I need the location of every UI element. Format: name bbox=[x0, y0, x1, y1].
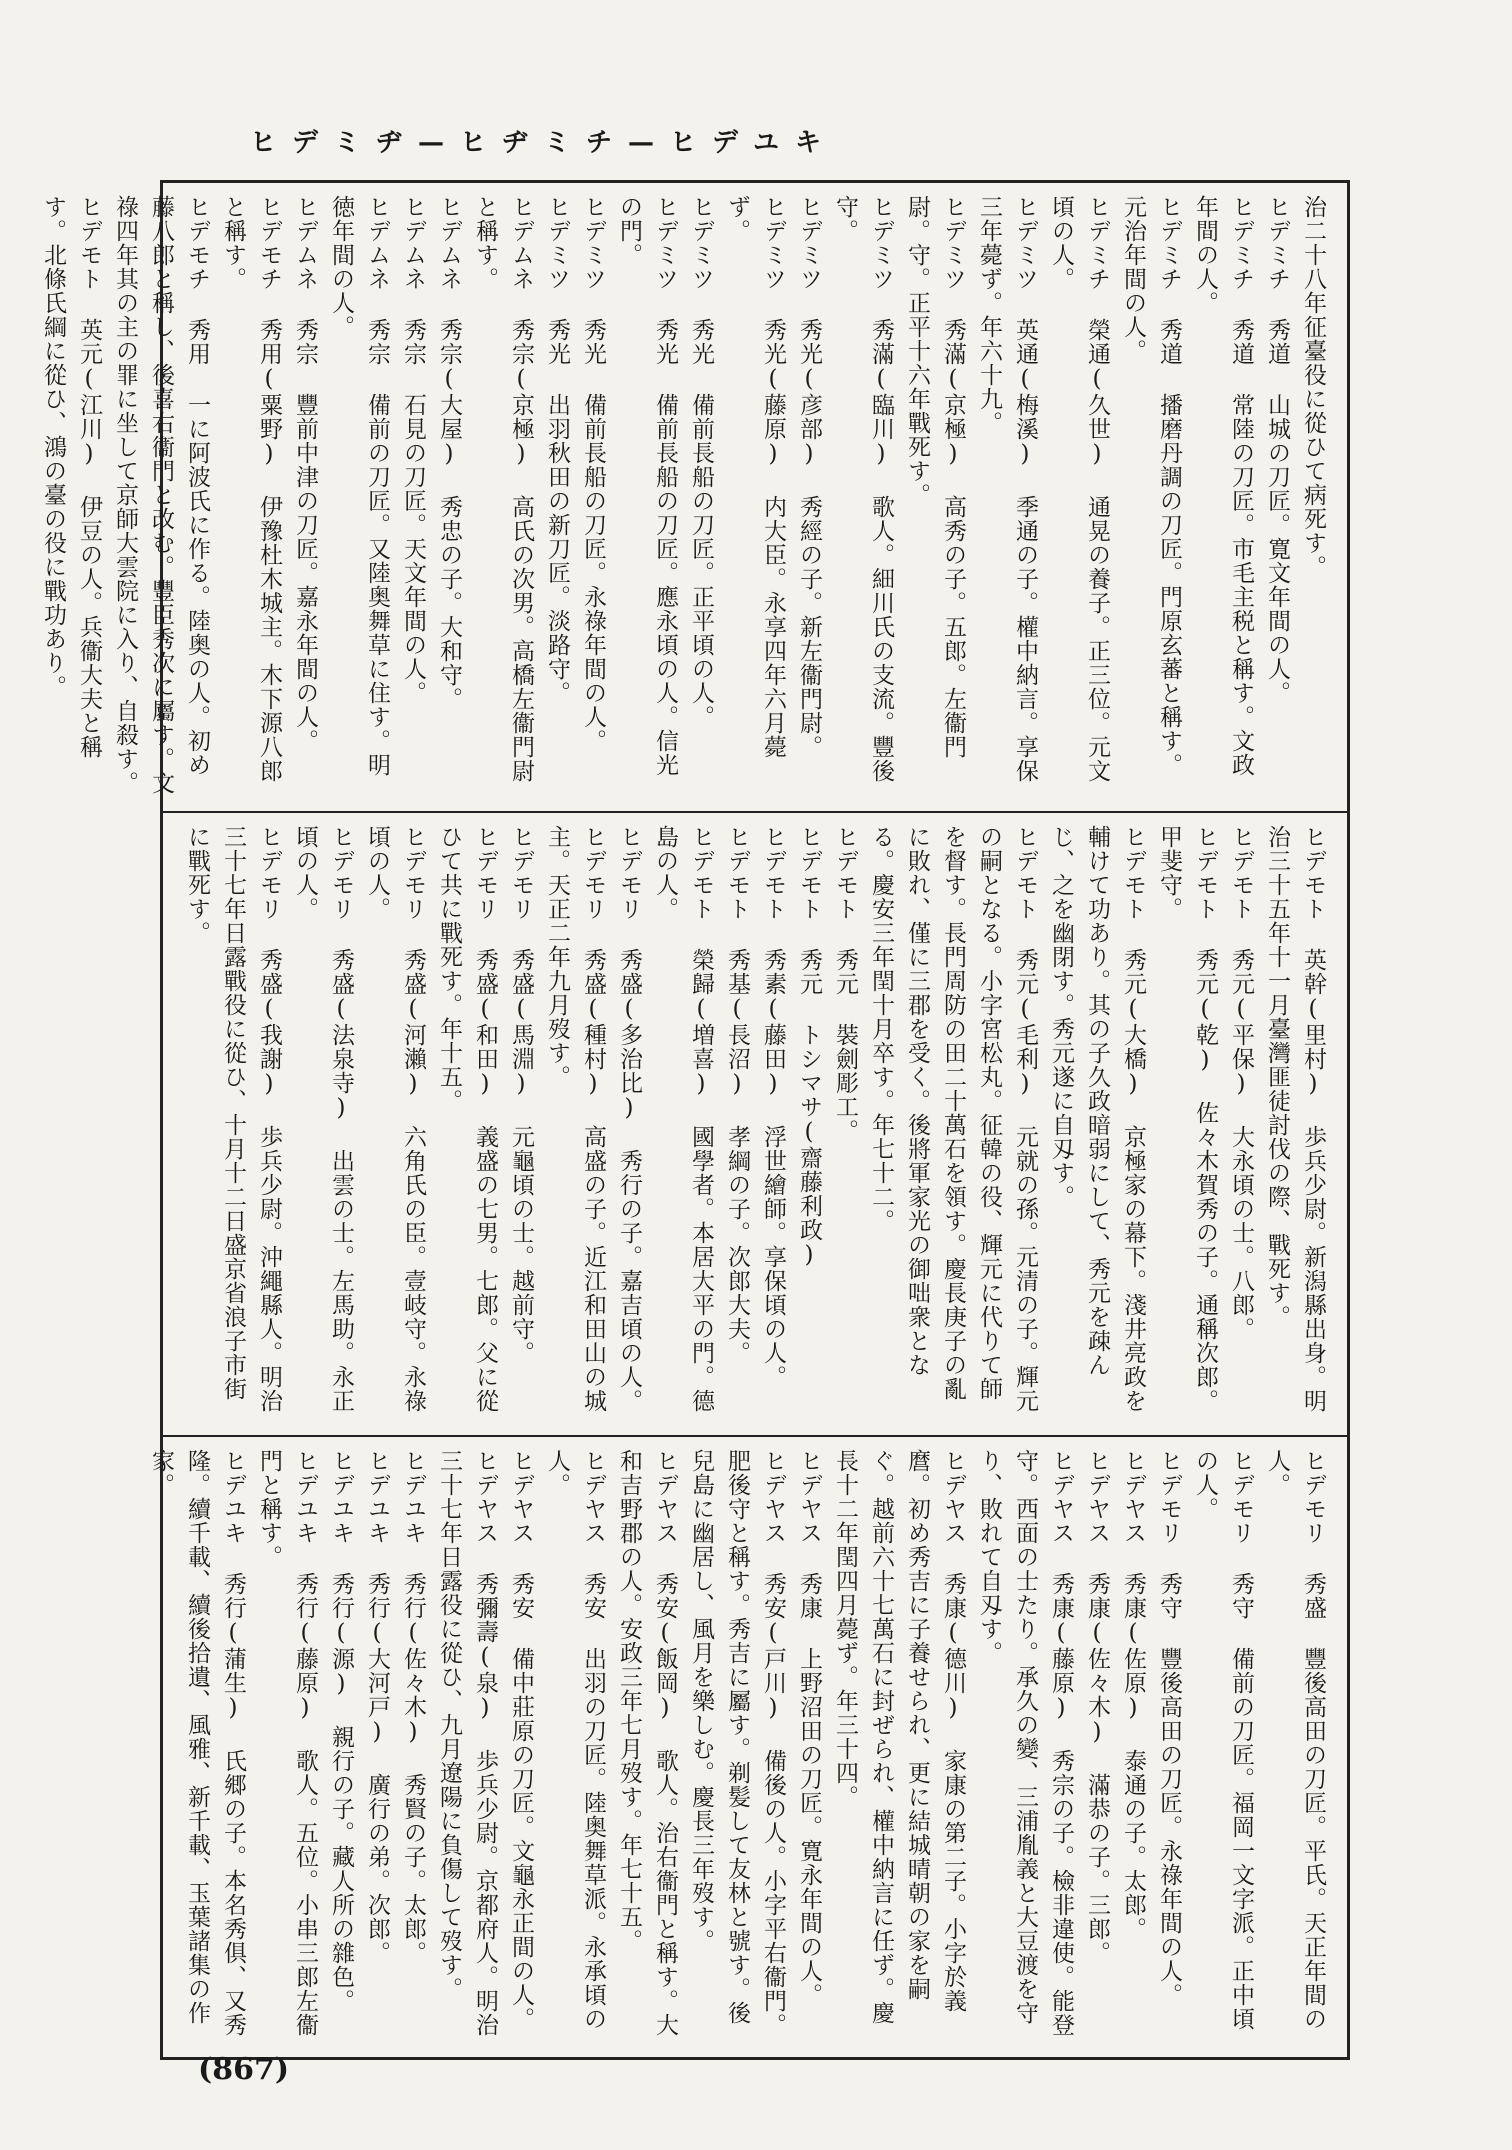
dictionary-entry: ヒデモリ 秀盛(馬淵) 元龜頃の士。越前守。 bbox=[508, 825, 534, 1365]
dictionary-entry: ヒデモト 秀元 裝劍彫工。 bbox=[832, 825, 858, 1143]
dictionary-entry: ヒデモチ 秀用 一に阿波氏に作る。陸奥の人。初め藤八郎と稱し、後喜右衞門と改む。豐臣秀次に屬す。文祿四年其の主の罪に坐して京師大雲院に入り、自殺す。 bbox=[112, 195, 210, 795]
dictionary-entry: ヒデヤス 秀彌壽(泉) 歩兵少尉。京都府人。明治三十七年日露役に從ひ、九月遼陽に負傷して歿す。 bbox=[436, 1449, 498, 2037]
dictionary-entry: ヒデヤス 秀康(佐々木) 滿恭の子。三郎。 bbox=[1084, 1449, 1110, 1965]
dictionary-entry: ヒデモト 秀素(藤田) 浮世繪師。享保頃の人。 bbox=[760, 825, 786, 1389]
dictionary-entry: ヒデミツ 秀光 備前長船の刀匠。永祿年間の人。 bbox=[580, 195, 606, 753]
dictionary-entry: ヒデモリ 秀盛(種村) 高盛の子。近江和田山の城主。天正二年九月歿す。 bbox=[544, 825, 606, 1413]
dictionary-entry: ヒデミチ 秀道 常陸の刀匠。市毛主税と稱す。文政年間の人。 bbox=[1192, 195, 1254, 777]
dictionary-entry: ヒデミチ 榮通(久世) 通晃の養子。正三位。元文頃の人。 bbox=[1048, 195, 1110, 783]
dictionary-entry: ヒデミチ 秀道 山城の刀匠。寛文年間の人。 bbox=[1264, 195, 1290, 705]
dictionary-entry: ヒデモト 秀元 トシマサ(齋藤利政) bbox=[796, 825, 822, 1269]
dictionary-entry: ヒデユキ 秀行(蒲生) 氏郷の子。本名秀俱、又秀隆。續千載、續後拾遺、風雅、新千載、玉葉諸集の作家。 bbox=[148, 1449, 246, 2037]
dictionary-entry: ヒデミツ 秀滿(臨川) 歌人。細川氏の支流。豐後守。 bbox=[832, 195, 894, 783]
dictionary-frame bbox=[40, 180, 1350, 2060]
dictionary-entry: ヒデムネ 秀宗(京極) 高氏の次男。高橋左衞門尉と稱す。 bbox=[472, 195, 534, 783]
dictionary-entry: ヒデモリ 秀盛(多治比) 秀行の子。嘉吉頃の人。 bbox=[616, 825, 642, 1413]
dictionary-entry: ヒデミツ 秀光 備前長船の刀匠。正平頃の人。 bbox=[688, 195, 714, 729]
dictionary-entry: ヒデユキ 秀行(源) 親行の子。藏人所の雜色。 bbox=[328, 1449, 354, 2013]
entry-band-middle bbox=[163, 811, 1347, 1435]
dictionary-entry: ヒデムネ 秀宗 備前の刀匠。又陸奥舞草に住す。明徳年間の人。 bbox=[328, 195, 390, 777]
dictionary-entry: ヒデムネ 秀宗 石見の刀匠。天文年間の人。 bbox=[400, 195, 426, 705]
dictionary-entry: ヒデミツ 秀光(彦部) 秀經の子。新左衞門尉。 bbox=[796, 195, 822, 759]
dictionary-entry: ヒデモト 秀元(乾) 佐々木賀秀の子。通稱次郎。甲斐守。 bbox=[1156, 825, 1218, 1413]
dictionary-entry: ヒデモチ 秀用(粟野) 伊豫杜木城主。木下源八郎と稱す。 bbox=[220, 195, 282, 783]
dictionary-entry: ヒデモリ 秀盛(法泉寺) 出雲の士。左馬助。永正頃の人。 bbox=[292, 825, 354, 1413]
dictionary-entry: ヒデミツ 秀光(藤原) 内大臣。永享四年六月薨ず。 bbox=[724, 195, 786, 759]
entry-band-top bbox=[40, 183, 1347, 811]
dictionary-entry: ヒデミツ 秀光 出羽秋田の新刀匠。淡路守。 bbox=[544, 195, 570, 705]
page-header: ヒデミヂ—ヒヂミチ—ヒデユキ bbox=[250, 128, 837, 158]
dictionary-entry: ヒデヤス 秀安 備中莊原の刀匠。文龜永正間の人。 bbox=[508, 1449, 534, 2031]
dictionary-entry: ヒデヤス 秀康(德川) 家康の第二子。小字於義麿。初め秀吉に子養せられ、更に結城晴朝の家を嗣ぐ。越前六十七萬石に封ぜられ、權中納言に任ず。慶長十二年閏四月薨ず。年三十四。 bbox=[832, 1449, 966, 2025]
dictionary-entry: ヒデモリ 秀守 豐後高田の刀匠。永祿年間の人。 bbox=[1156, 1449, 1182, 2007]
dictionary-entry: ヒデヤス 秀安(飯岡) 歌人。治右衞門と稱す。大和吉野郡の人。安政三年七月歿す。年七十五。 bbox=[616, 1449, 678, 2037]
dictionary-entry: ヒデモト 秀基(長沼) 孝綱の子。次郎大夫。 bbox=[724, 825, 750, 1365]
dictionary-entry: ヒデモリ 秀盛(我謝) 歩兵少尉。沖繩縣人。明治三十七年日露戰役に從ひ、十月十二日盛京省浪子市街に戰死す。 bbox=[184, 825, 282, 1413]
page-number: (867) bbox=[198, 2052, 290, 2087]
dictionary-entry: ヒデモリ 秀盛 豐後高田の刀匠。平氏。天正年間の人。 bbox=[1264, 1449, 1326, 2031]
dictionary-entry: ヒデモト 秀元(大橋) 京極家の幕下。淺井亮政を輔けて功あり。其の子久政暗弱にして、秀元を疎んじ、之を幽閉す。秀元遂に自刄す。 bbox=[1048, 825, 1146, 1413]
dictionary-entry: ヒデモト 英幹(里村) 歩兵少尉。新潟縣出身。明治三十五年十一月臺灣匪徒討伐の際、戰死す。 bbox=[1264, 825, 1326, 1413]
dictionary-entry: ヒデモト 英元(江川) 伊豆の人。兵衞大夫と稱す。北條氏綱に從ひ、鴻の臺の役に戰功あり。 bbox=[40, 195, 102, 759]
dictionary-entry: ヒデヤス 秀康(藤原) 秀宗の子。檢非違使。能登守。西面の士たり。承久の變、三浦胤義と大豆渡を守り、敗れて自刄す。 bbox=[976, 1449, 1074, 2037]
dictionary-entry: 治二十八年征臺役に從ひて病死す。 bbox=[1300, 195, 1326, 579]
dictionary-entry: ヒデヤス 秀康 上野沼田の刀匠。寛永年間の人。 bbox=[796, 1449, 822, 2007]
dictionary-entry: ヒデユキ 秀行(佐々木) 秀賢の子。太郎。 bbox=[400, 1449, 426, 1965]
dictionary-entry: ヒデモト 秀元(平保) 大永頃の士。八郎。 bbox=[1228, 825, 1254, 1341]
dictionary-entry: ヒデミツ 秀滿(京極) 高秀の子。五郎。左衞門尉。守。正平十六年戰死す。 bbox=[904, 195, 966, 759]
dictionary-entry: ヒデミチ 秀道 播磨丹調の刀匠。門原玄蕃と稱す。元治年間の人。 bbox=[1120, 195, 1182, 777]
dictionary-entry: ヒデムネ 秀宗(大屋) 秀忠の子。大和守。 bbox=[436, 195, 462, 711]
dictionary-entry: ヒデヤス 秀康(佐原) 泰通の子。太郎。 bbox=[1120, 1449, 1146, 1941]
dictionary-entry: ヒデムネ 秀宗 豐前中津の刀匠。嘉永年間の人。 bbox=[292, 195, 318, 753]
dictionary-entry: ヒデヤス 秀安(戸川) 備後の人。小字平右衞門。肥後守と稱す。秀吉に屬す。剃髪して友林と號す。後兒島に幽居し、風月を樂しむ。慶長三年歿す。 bbox=[688, 1449, 786, 2037]
dictionary-entry: ヒデヤス 秀安 出羽の刀匠。陸奥舞草派。永承頃の人。 bbox=[544, 1449, 606, 2031]
dictionary-entry: ヒデモリ 秀盛(和田) 義盛の七男。七郎。父に從ひて共に戰死す。年十五。 bbox=[436, 825, 498, 1413]
dictionary-entry: ヒデユキ 秀行(藤原) 歌人。五位。小串三郎左衞門と稱す。 bbox=[256, 1449, 318, 2037]
dictionary-entry: ヒデミツ 秀光 備前長船の刀匠。應永頃の人。信光の門。 bbox=[616, 195, 678, 777]
dictionary-entry: ヒデモト 榮歸(増喜) 國學者。本居大平の門。德島の人。 bbox=[652, 825, 714, 1413]
dictionary-entry: ヒデモリ 秀守 備前の刀匠。福岡一文字派。正中頃の人。 bbox=[1192, 1449, 1254, 2031]
dictionary-entry: ヒデモリ 秀盛(河瀨) 六角氏の臣。壹岐守。永祿頃の人。 bbox=[364, 825, 426, 1413]
dictionary-entry: ヒデユキ 秀行(大河戸) 廣行の弟。次郎。 bbox=[364, 1449, 390, 1965]
dictionary-entry: ヒデモト 秀元(毛利) 元就の孫。元清の子。輝元の嗣となる。小字宮松丸。征韓の役、輝元に代りて師を督す。長門周防の田二十萬石を領す。慶長庚子の亂に敗れ、僅に三郡を受く。後將軍家光の御咄衆となる。慶安三年閏十月卒す。年七十二。 bbox=[868, 825, 1038, 1413]
entry-band-bottom bbox=[148, 1435, 1347, 2057]
dictionary-entry: ヒデミツ 英通(梅溪) 季通の子。權中納言。享保三年薨ず。年六十九。 bbox=[976, 195, 1038, 783]
